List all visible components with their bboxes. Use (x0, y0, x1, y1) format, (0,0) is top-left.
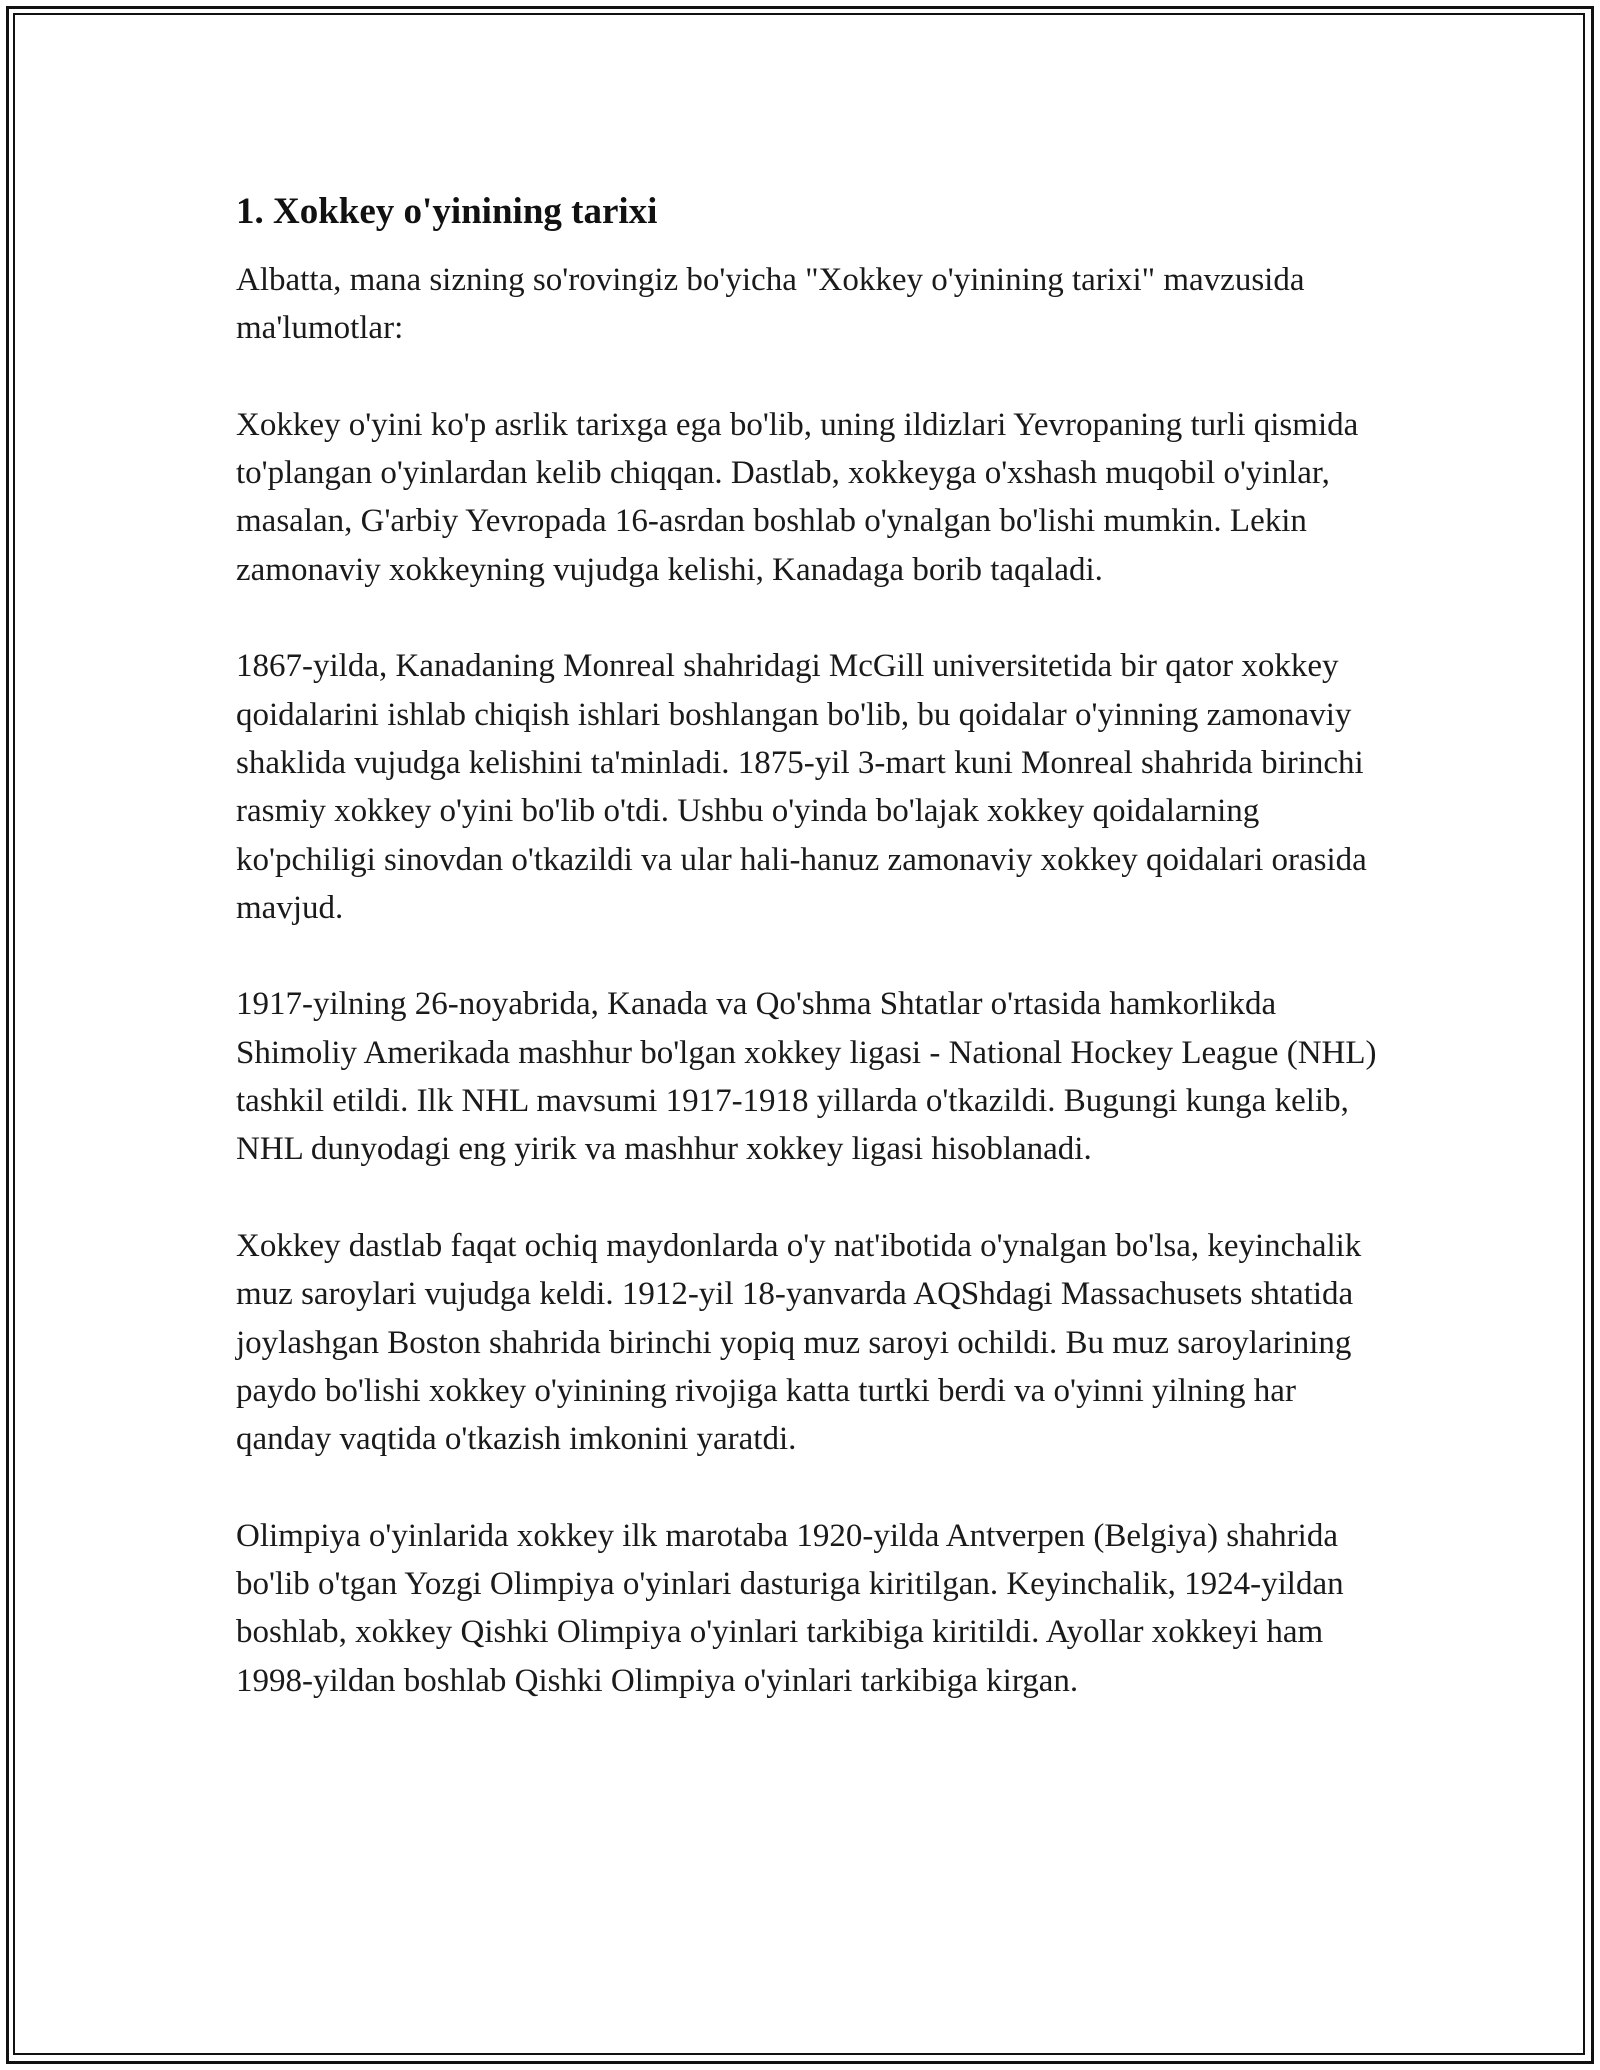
paragraph-ice-arenas: Xokkey dastlab faqat ochiq maydonlarda o'y nat'ibotida o'ynalgan bo'lsa, keyinchalik muz saroylari vujudga keldi. 1912-yil 18-yanvarda AQShdagi Massachusets shtatida joylashgan Boston shahrida birinchi yopiq muz saroyi ochildi. Bu muz saroylarining paydo bo'lishi xokkey o'yinining rivojiga katta turtki berdi va o'yinni yilning har qanday vaqtida o'tkazish imkonini yaratdi. (236, 1227, 1362, 1458)
paragraph-nhl: 1917-yilning 26-noyabrida, Kanada va Qo'shma Shtatlar o'rtasida hamkorlikda Shimoliy Amerikada mashhur bo'lgan xokkey ligasi - National Hockey League (NHL) tashkil etildi. Ilk NHL mavsumi 1917-1918 yillarda o'tkazildi. Bugungi kunga kelib, NHL dunyodagi eng yirik va mashhur xokkey ligasi hisoblanadi. (236, 986, 1377, 1168)
document-body (236, 188, 1386, 1705)
paragraph-olympics: Olimpiya o'yinlarida xokkey ilk marotaba 1920-yilda Antverpen (Belgiya) shahrida bo'lib o'tgan Yozgi Olimpiya o'yinlari dasturiga kiritilgan. Keyinchalik, 1924-yildan boshlab, xokkey Qishki Olimpiya o'yinlari tarkibiga kiritildi. Ayollar xokkeyi ham 1998-yildan boshlab Qishki Olimpiya o'yinlari tarkibiga kirgan. (236, 1517, 1344, 1699)
section-heading: 1. Xokkey o'yinining tarixi (236, 191, 658, 232)
paragraph-rules-1867: 1867-yilda, Kanadaning Monreal shahridagi McGill universitetida bir qator xokkey qoidalarini ishlab chiqish ishlari boshlangan bo'lib, bu qoidalar o'yinning zamonaviy shaklida vujudga kelishini ta'minladi. 1875-yil 3-mart kuni Monreal shahrida birinchi rasmiy xokkey o'yini bo'lib o'tdi. Ushbu o'yinda bo'lajak xokkey qoidalarning ko'pchiligi sinovdan o'tkazildi va ular hali-hanuz zamonaviy xokkey qoidalari orasida mavjud. (236, 648, 1367, 926)
paragraph-origins: Xokkey o'yini ko'p asrlik tarixga ega bo'lib, uning ildizlari Yevropaning turli qismida to'plangan o'yinlardan kelib chiqqan. Dastlab, xokkeyga o'xshash muqobil o'yinlar, masalan, G'arbiy Yevropada 16-asrdan boshlab o'ynalgan bo'lishi mumkin. Lekin zamonaviy xokkeyning vujudga kelishi, Kanadaga borib taqaladi. (236, 406, 1359, 588)
paragraph-intro: Albatta, mana sizning so'rovingiz bo'yicha "Xokkey o'yinining tarixi" mavzusida ma'lumotlar: (236, 262, 1305, 347)
